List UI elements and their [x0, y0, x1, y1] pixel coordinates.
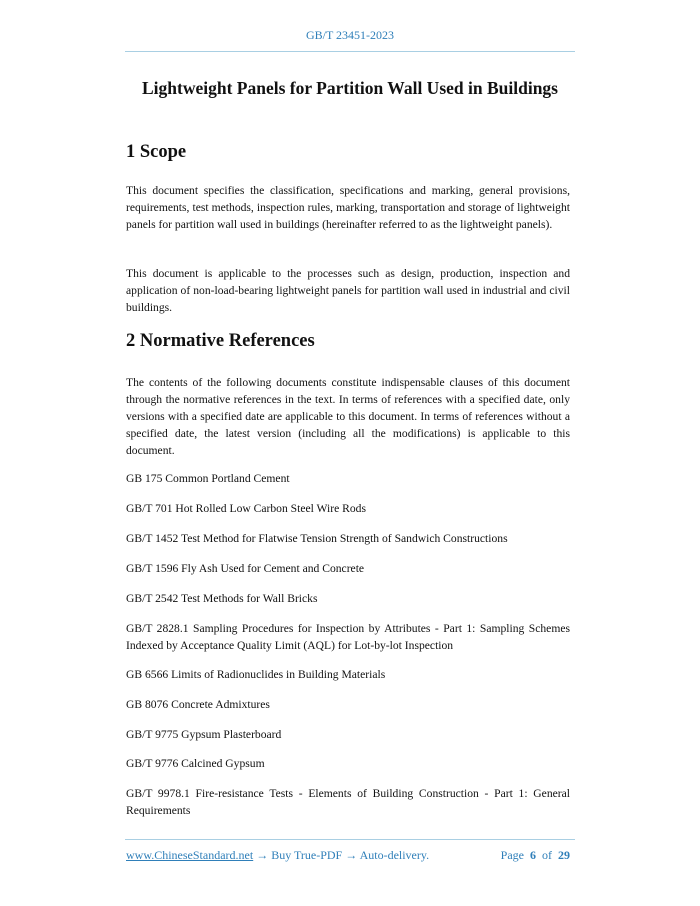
- page-total: 29: [558, 848, 570, 862]
- reference-item: GB/T 2542 Test Methods for Wall Bricks: [126, 592, 318, 605]
- website-link[interactable]: www.ChineseStandard.net: [126, 848, 254, 862]
- page-label: Page: [500, 848, 524, 862]
- paragraph: This document specifies the classification, specifications and marking, general provisions, requirements, test methods, inspection rules, marking, transportation and storage of lightweight panels for partition wall used in buildings (hereinafter referred to as the lightweight panels).: [126, 184, 570, 231]
- paragraph: This document is applicable to the processes such as design, production, inspection and application of non-load-bearing lightweight panels for partition wall used in industrial and civil buildings.: [126, 267, 570, 314]
- reference-item: GB/T 1452 Test Method for Flatwise Tension Strength of Sandwich Constructions: [126, 532, 508, 545]
- of-label: of: [542, 848, 552, 862]
- footer: [126, 848, 570, 863]
- reference-item: GB/T 2828.1 Sampling Procedures for Inspection by Attributes - Part 1: Sampling Schemes Indexed by Acceptance Quality Limit (AQL) for Lot-by-lot Inspection: [126, 622, 570, 652]
- page-indicator: [501, 848, 570, 863]
- reference-item: GB/T 9775 Gypsum Plasterboard: [126, 728, 282, 741]
- section-heading-normative-references: 2 Normative References: [126, 331, 315, 351]
- header-rule: [125, 51, 575, 52]
- paragraph: The contents of the following documents constitute indispensable clauses of this document through the normative references in the text. In terms of references with a specified date, only versions with a specified date are applicable to this document. In terms of references without a specified date, the latest version (including all the modifications) is applicable to this document.: [126, 376, 570, 457]
- footer-text: → Buy True-PDF → Auto-delivery.: [253, 848, 430, 862]
- reference-item: GB 6566 Limits of Radionuclides in Building Materials: [126, 668, 386, 681]
- document-title: Lightweight Panels for Partition Wall Used in Buildings: [141, 78, 558, 98]
- page-number: 6: [530, 848, 536, 862]
- reference-item: GB 175 Common Portland Cement: [126, 472, 290, 485]
- reference-item: GB/T 1596 Fly Ash Used for Cement and Concrete: [126, 562, 365, 575]
- footer-rule: [125, 839, 575, 840]
- reference-item: GB/T 701 Hot Rolled Low Carbon Steel Wire Rods: [126, 502, 366, 515]
- reference-item: GB 8076 Concrete Admixtures: [126, 698, 270, 711]
- section-heading-scope: 1 Scope: [126, 142, 187, 162]
- reference-item: GB/T 9776 Calcined Gypsum: [126, 757, 265, 770]
- header-doc-id: GB/T 23451-2023: [305, 28, 395, 42]
- reference-item: GB/T 9978.1 Fire-resistance Tests - Elements of Building Construction - Part 1: General Requirements: [126, 787, 570, 817]
